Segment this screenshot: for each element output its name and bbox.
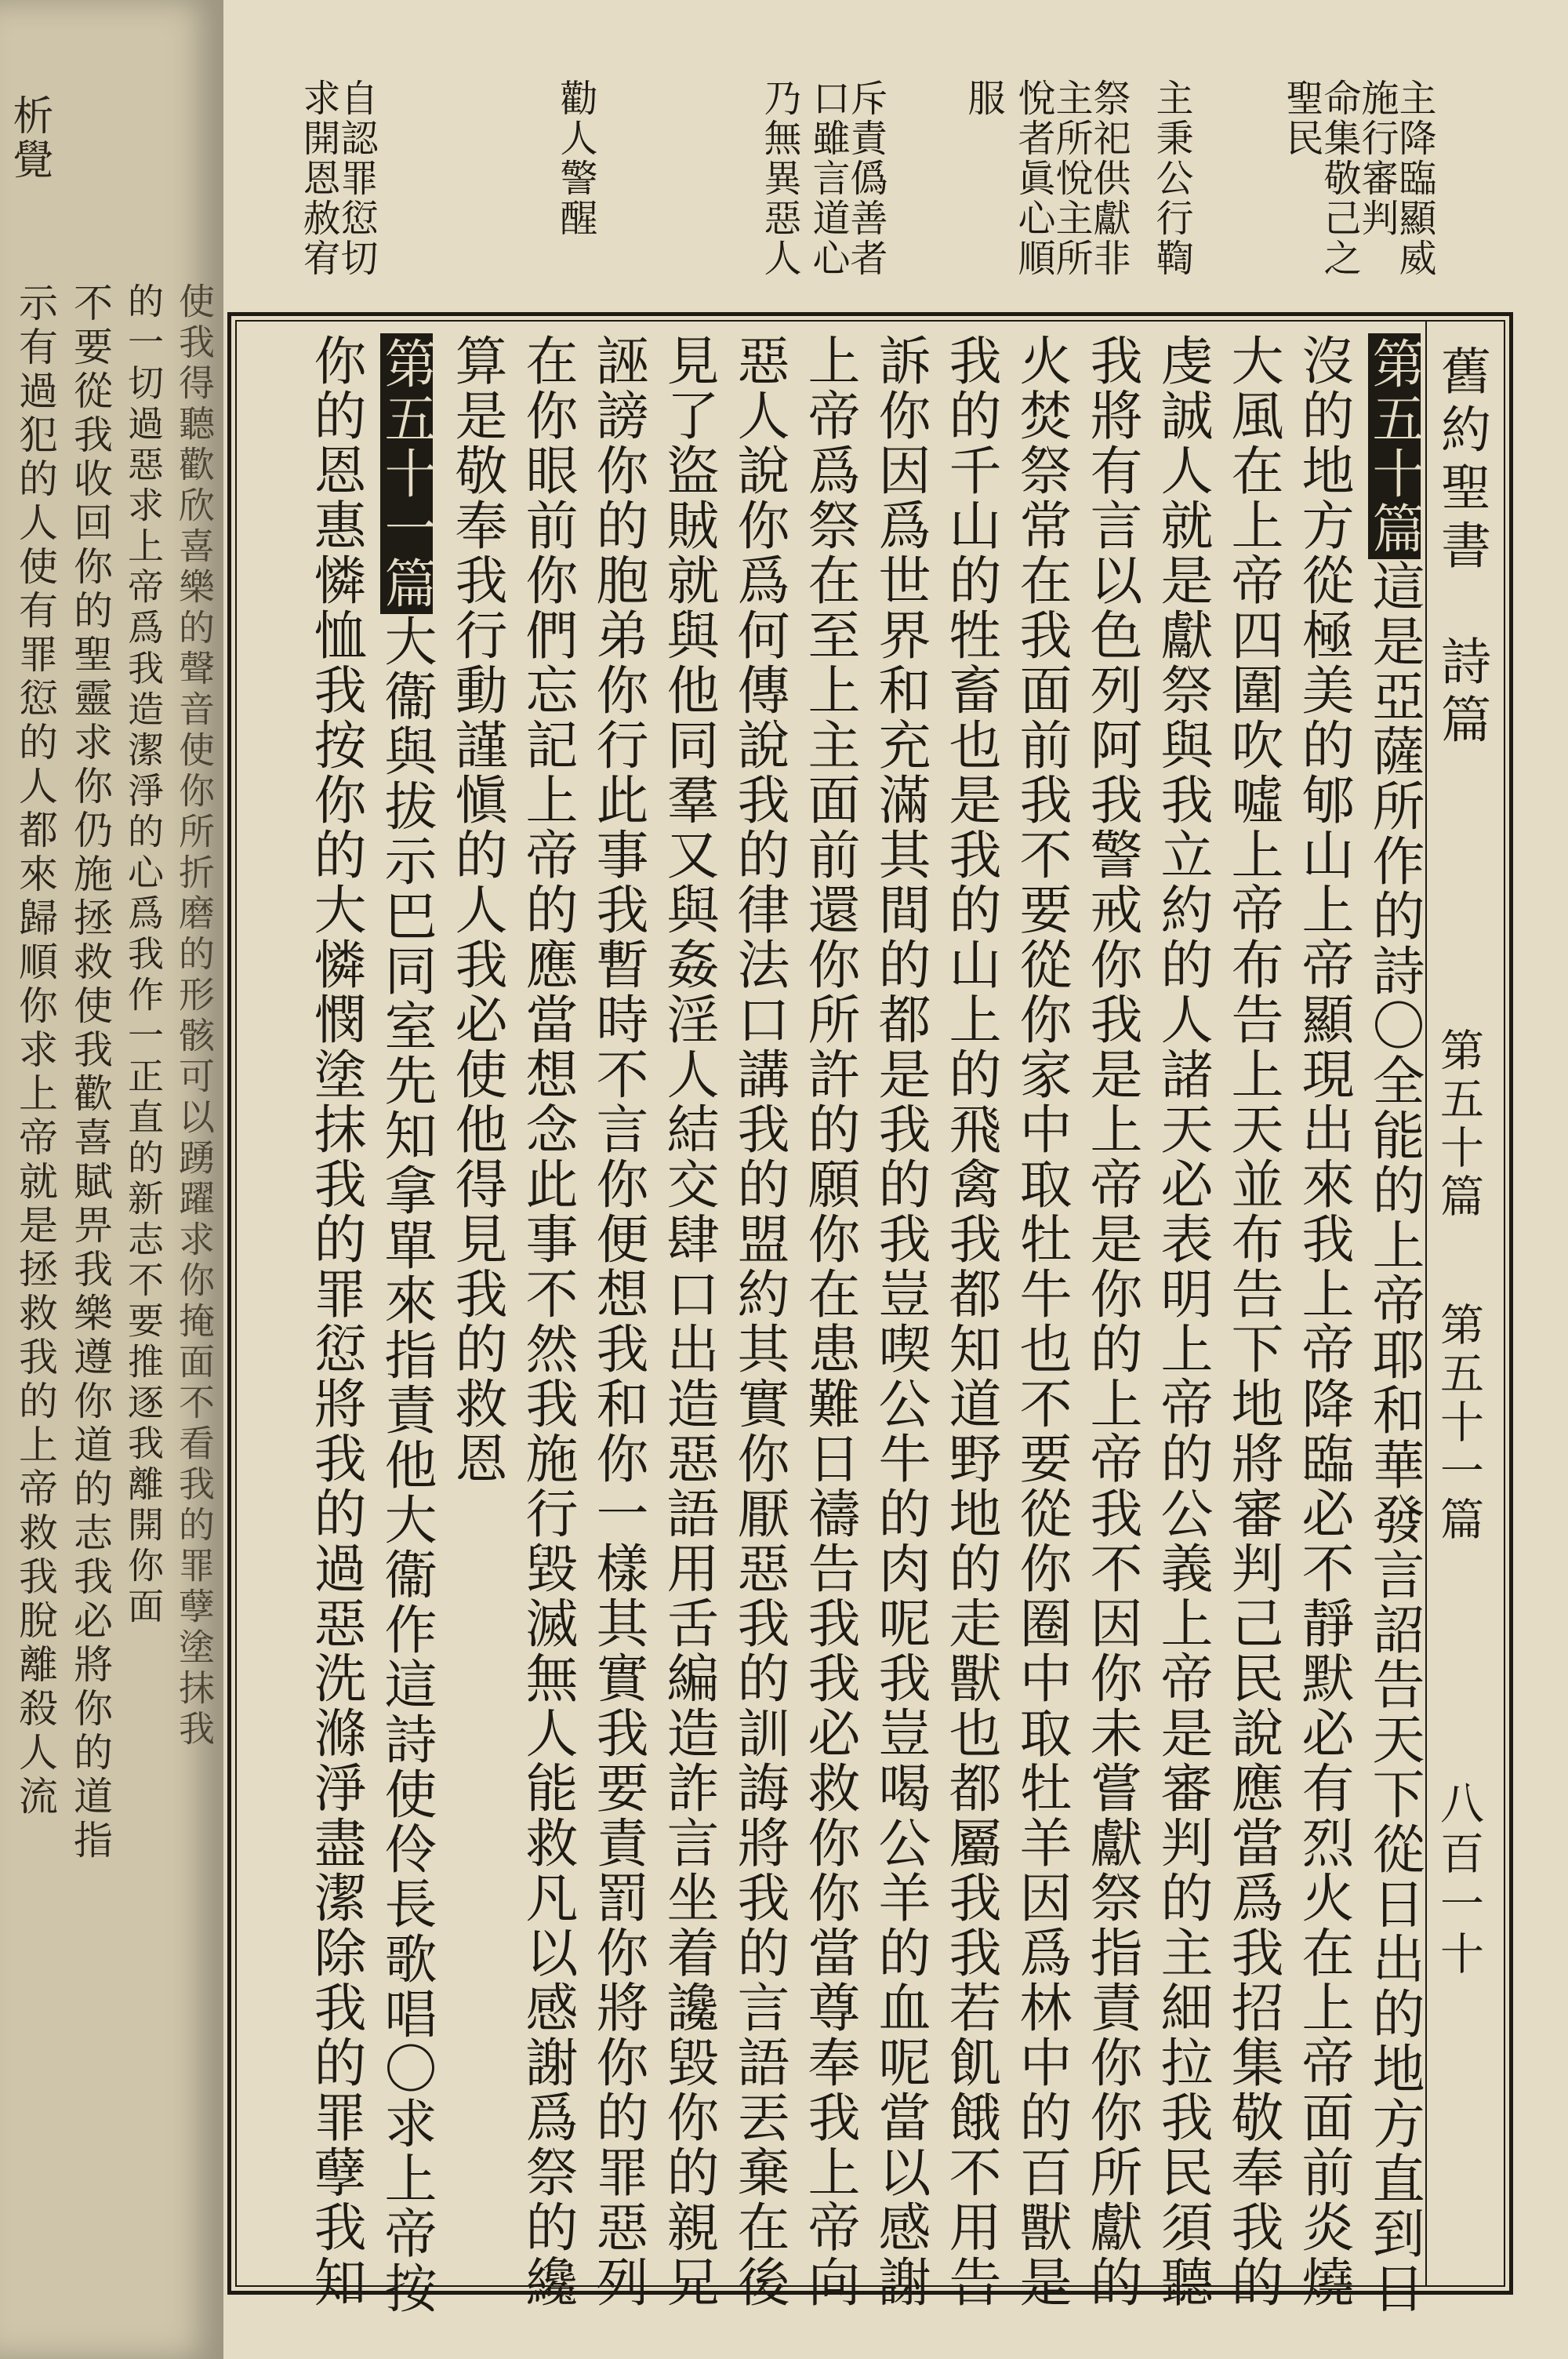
headnote-line: 斥責僞善者: [844, 78, 887, 278]
left-page-column: 不要從我收回你的聖靈求你仍施拯救使我歡喜賦畀我樂遵你道的志我必將你的道指: [67, 282, 113, 1863]
headnotes: [0, 0, 1568, 314]
body-column: 虔誠人就是獻祭與我立約的人諸天必表明上帝的公義上帝是審判的主細拉我民須聽: [1152, 333, 1214, 2310]
left-page-column: 的一切過惡求上帝爲我造潔淨的心爲我作一正直的新志不要推逐我離開你面: [122, 282, 165, 1628]
headnote-line: 口雖言道心: [806, 78, 850, 278]
page-number: 八百一十: [1433, 1780, 1484, 1981]
body-column: 惡人說你爲何傳說我的律法口講我的盟約其實你厭惡我的訓誨將我的言語丟棄在後: [729, 333, 790, 2310]
body-column: 火焚祭常在我面前我不要從你家中取牡牛也不要從你圈中取牡羊因爲林中的百獸是: [1011, 333, 1073, 2310]
headnote-line: 乃無異惡人: [757, 78, 801, 278]
body-column: 大風在上帝四圍吹噓上帝布告上天並布告下地將審判己民說應當爲我招集敬奉我的: [1223, 333, 1284, 2310]
body-column: [1364, 333, 1425, 2316]
chapter-marker: 第五十一篇: [380, 333, 433, 614]
headnote-line: 命集敬己之: [1317, 78, 1361, 278]
headnote-line: 主所悅主所: [1049, 78, 1093, 278]
chapter-marker: 第五十篇: [1368, 333, 1421, 559]
body-column: 我的千山的牲畜也是我的山上的飛禽我都知道野地的走獸也都屬我我若飢餓不用告: [941, 333, 1002, 2310]
running-header: [1427, 345, 1505, 2259]
body-column: 見了盜賊就與他同羣又與姦淫人結交肆口出造惡語用舌編造詐言坐着讒毀你的親兄: [659, 333, 720, 2310]
body-column: 在你眼前你們忘記上帝的應當想念此事不然我施行毀滅無人能救凡以感謝爲祭的纔: [517, 333, 579, 2310]
chapter-range-b: 第五十一篇: [1433, 1302, 1484, 1545]
headnote-line: 主秉公行鞫: [1149, 78, 1193, 278]
headnote-line: 自認罪愆切: [334, 78, 378, 278]
left-page-column: 使我得聽歡欣喜樂的聲音使你所折磨的形骸可以踴躍求你掩面不看我的罪孽塗抹我: [173, 282, 216, 1750]
book-title: 舊約聖書: [1432, 345, 1490, 577]
headnote-line: 主降臨顯威: [1392, 78, 1436, 278]
headnote-line: 聖民: [1279, 78, 1323, 158]
body-column: [376, 333, 437, 2316]
headnote-line: 服: [961, 78, 1005, 118]
left-page-column: 示有過犯的人使有罪愆的人都來歸順你求上帝就是拯救我的上帝救我脫離殺人流: [13, 282, 58, 1819]
body-column: 上帝爲祭在至上主面前還你所許的願你在患難日禱告我我必救你你當尊奉我上帝向: [800, 333, 861, 2310]
headnote-line: 施行審判: [1355, 78, 1399, 238]
verse-text: 大衞與拔示巴同室先知拿單來指責他大衞作這詩使伶長歌唱〇求上帝按: [376, 614, 437, 2316]
left-page-top-fragment: 析覺: [5, 94, 53, 182]
body-column: 你的恩惠憐恤我按你的大憐憫塗抹我的罪愆將我的過惡洗滌淨盡潔除我的罪孽我知: [306, 333, 367, 2310]
body-column: 算是敬奉我行動謹愼的人我必使他得見我的救恩: [447, 333, 508, 1486]
headnote-line: 悅者眞心順: [1011, 78, 1055, 278]
headnote-line: 勸人警醒: [554, 78, 597, 238]
left-page: [0, 0, 223, 2359]
body-column: 誣謗你的胞弟你行此事我暫時不言你便想我和你一樣其實我要責罰你將你的罪惡列: [588, 333, 649, 2310]
section-title: 詩篇: [1432, 635, 1490, 751]
chapter-range-a: 第五十篇: [1433, 1027, 1484, 1222]
headnote-line: 祭祀供獻非: [1087, 78, 1131, 278]
headnote-line: 求開恩赦宥: [296, 78, 340, 278]
body-column: 訴你因爲世界和充滿其間的都是我的我豈喫公牛的肉呢我豈喝公羊的血呢當以感謝: [870, 333, 931, 2310]
verse-text: 這是亞薩所作的詩〇全能的上帝耶和華發言詔告天下從日出的地方直到日: [1364, 559, 1425, 2316]
body-column: 沒的地方從極美的郇山上帝顯現出來我上帝降臨必不靜默必有烈火在上帝面前炎燒: [1294, 333, 1355, 2310]
body-column: 我將有言以色列阿我警戒你我是上帝是你的上帝我不因你未嘗獻祭指責你你所獻的: [1082, 333, 1143, 2310]
